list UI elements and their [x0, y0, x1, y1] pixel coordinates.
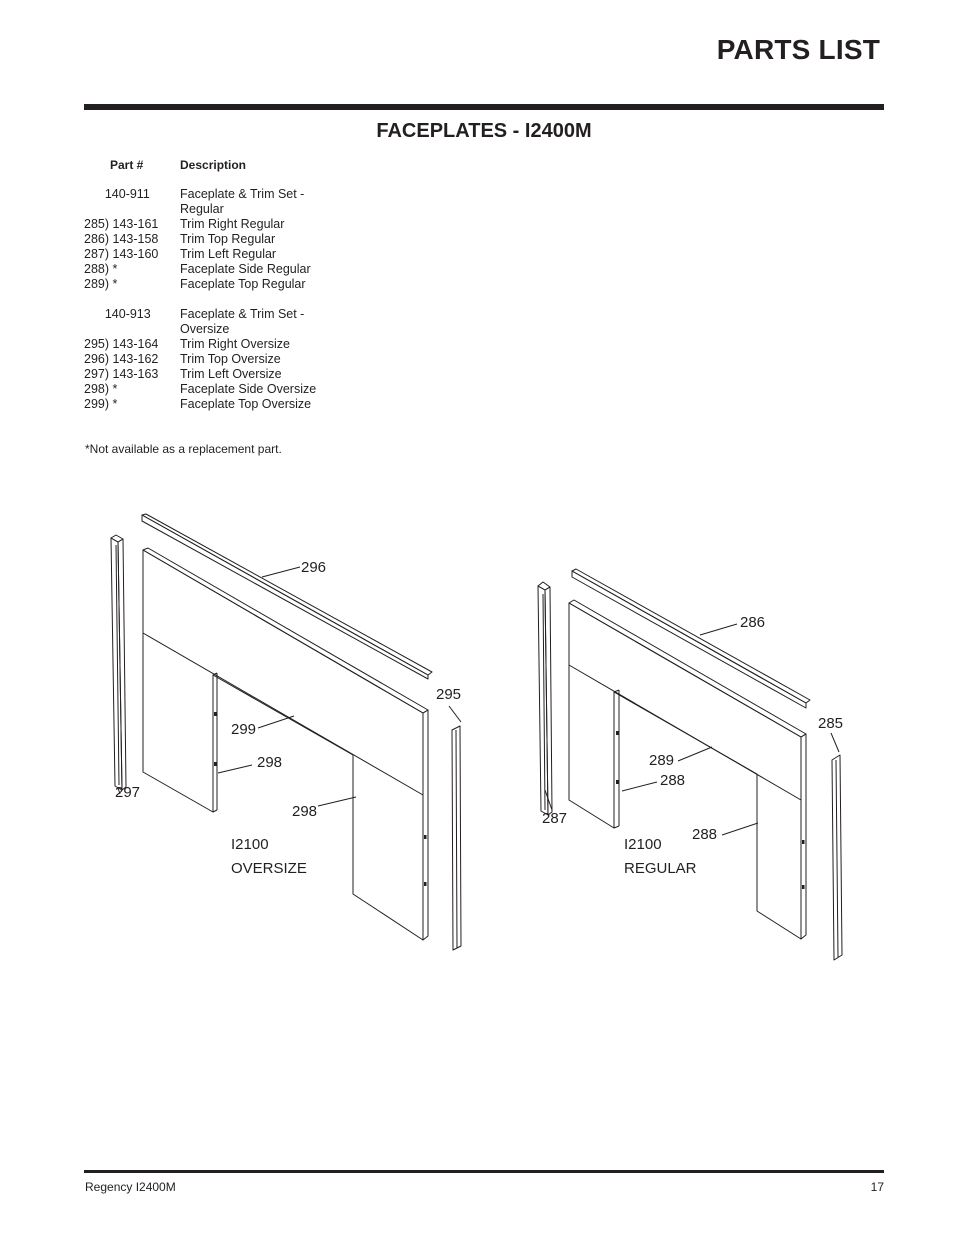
part-number: 140-911: [84, 187, 150, 201]
footer-rule: [84, 1170, 884, 1173]
part-description: Trim Left Oversize: [180, 367, 282, 381]
footer-product: Regency I2400M: [85, 1180, 176, 1194]
callout-287: 287: [542, 810, 568, 827]
part-description: Trim Right Regular: [180, 217, 285, 231]
variant-label-oversize: OVERSIZE: [231, 860, 307, 877]
section-title: FACEPLATES - I2400M: [376, 120, 592, 142]
callout-288: 288: [692, 826, 718, 843]
part-description: Trim Top Oversize: [180, 352, 281, 366]
model-label-oversize: I2100: [231, 836, 269, 853]
part-number: 140-913: [84, 307, 151, 321]
callout-288: 288: [660, 772, 686, 789]
column-header-part: Part #: [110, 158, 144, 172]
part-description: Faceplate & Trim Set - Oversize: [180, 307, 305, 336]
part-number: 299) *: [84, 397, 118, 411]
callout-298: 298: [292, 803, 318, 820]
part-description: Trim Left Regular: [180, 247, 277, 261]
page-title: PARTS LIST: [716, 34, 880, 65]
part-number: 286) 143-158: [84, 232, 159, 246]
part-description: Trim Right Oversize: [180, 337, 290, 351]
model-label-regular: I2100: [624, 836, 662, 853]
callout-297: 297: [115, 784, 141, 801]
part-number: 298) *: [84, 382, 118, 396]
part-description: Faceplate Side Oversize: [180, 382, 317, 396]
callout-285: 285: [818, 715, 844, 732]
callout-289: 289: [649, 752, 675, 769]
part-number: 287) 143-160: [84, 247, 159, 261]
part-description: Faceplate Top Regular: [180, 277, 306, 291]
callout-296: 296: [301, 559, 327, 576]
part-number: 296) 143-162: [84, 352, 159, 366]
part-description: Trim Top Regular: [180, 232, 276, 246]
part-description: Faceplate & Trim Set - Regular: [180, 187, 305, 216]
page-number: 17: [870, 1180, 884, 1194]
column-header-description: Description: [180, 158, 247, 172]
part-number: 288) *: [84, 262, 118, 276]
part-number: 297) 143-163: [84, 367, 159, 381]
callout-298: 298: [257, 754, 283, 771]
availability-note: *Not available as a replacement part.: [85, 442, 282, 456]
callout-299: 299: [231, 721, 257, 738]
part-description: Faceplate Side Regular: [180, 262, 311, 276]
callout-295: 295: [436, 686, 462, 703]
part-number: 285) 143-161: [84, 217, 159, 231]
part-number: 289) *: [84, 277, 118, 291]
part-number: 295) 143-164: [84, 337, 159, 351]
callout-286: 286: [740, 614, 766, 631]
variant-label-regular: REGULAR: [624, 860, 697, 877]
part-description: Faceplate Top Oversize: [180, 397, 312, 411]
